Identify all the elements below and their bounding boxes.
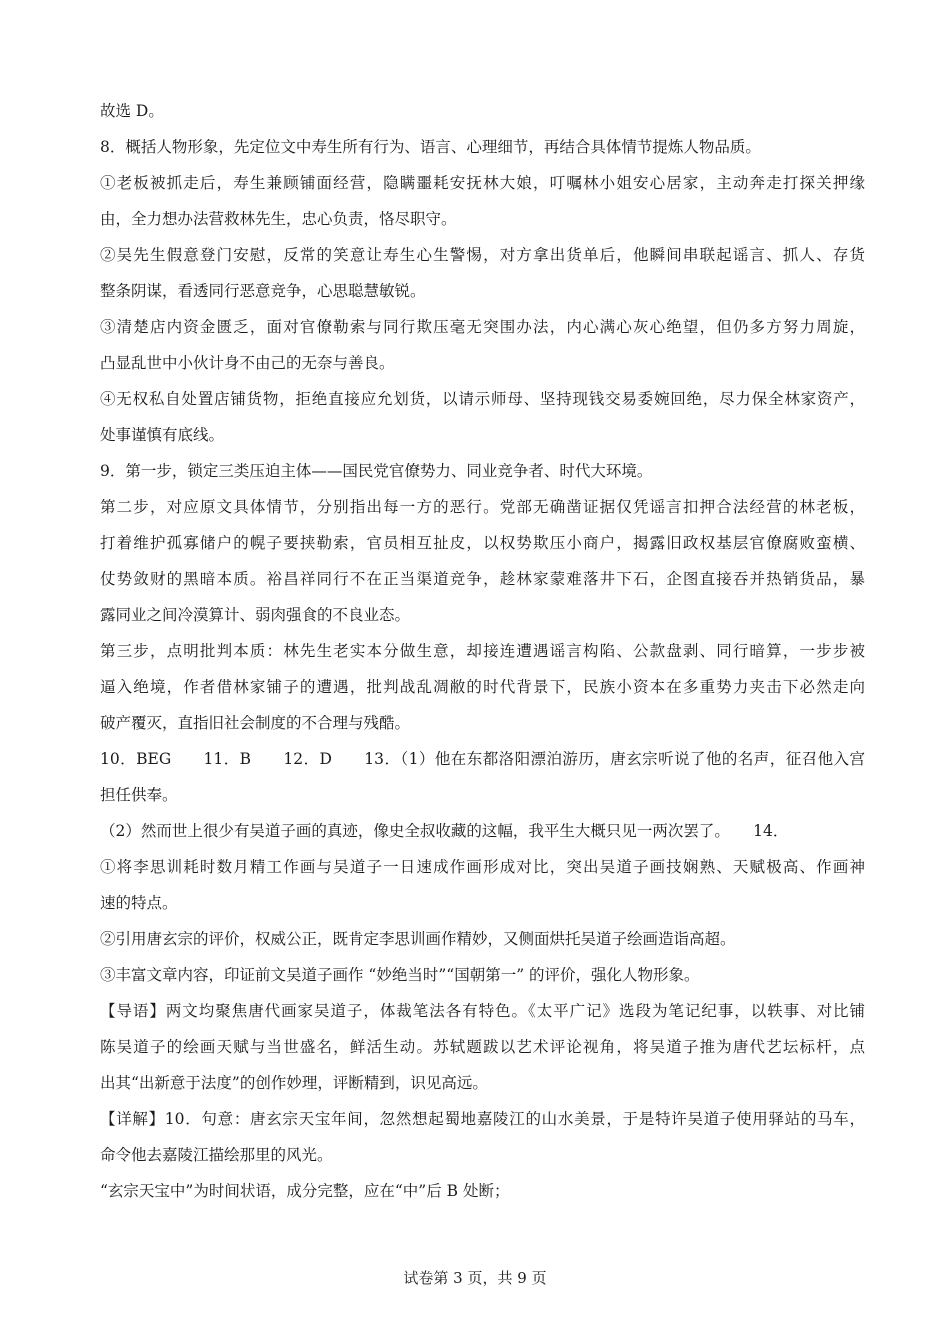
text-line: 凸显乱世中小伙计身不由己的无奈与善良。 — [100, 354, 395, 372]
text-line: 9．第一步，锁定三类压迫主体——国民党官僚势力、同业竞争者、时代大环境。 — [100, 462, 653, 480]
text-line: ③丰富文章内容，印证前文吴道子画作 “妙绝当时”“国朝第一” 的评价，强化人物形象。 — [100, 966, 700, 984]
text-line: ②吴先生假意登门安慰，反常的笑意让寿生心生警惕，对方拿出货单后，他瞬间串联起谣言、抓人、存货 — [100, 246, 865, 264]
text-line: “玄宗天宝中”为时间状语，成分完整，应在“中”后 B 处断； — [100, 1182, 510, 1200]
text-line: 故选 D。 — [100, 102, 164, 120]
text-line: 整条阴谋，看透同行恶意竞争，心思聪慧敏锐。 — [100, 282, 426, 300]
text-line: 担任供奉。 — [100, 786, 178, 804]
page-footer: 试卷第 3 页，共 9 页 — [403, 1269, 547, 1287]
text-line: 破产覆灭，直指旧社会制度的不合理与残酷。 — [100, 714, 411, 732]
text-line: 仗势敛财的黑暗本质。裕昌祥同行不在正当渠道竞争，趁林家蒙难落井下石，企图直接吞并热销货品，暴 — [100, 570, 865, 588]
text-line: ①老板被抓走后，寿生兼顾铺面经营，隐瞒噩耗安抚林大娘，叮嘱林小姐安心居家，主动奔走打探关押缘 — [100, 174, 865, 192]
text-line: 【导语】两文均聚焦唐代画家吴道子，体裁笔法各有特色。《太平广记》选段为笔记纪事，以轶事、对比铺 — [100, 1002, 865, 1020]
text-line: （2）然而世上很少有吴道子画的真迹，像史全叔收藏的这幅，我平生大概只见一两次罢了。 14． — [100, 822, 789, 840]
text-line: 10．BEG 11．B 12．D 13．（1）他在东都洛阳漂泊游历，唐玄宗听说了他的名声，征召他入宫 — [100, 750, 865, 768]
text-line: ④无权私自处置店铺货物，拒绝直接应允划货，以请示师母、坚持现钱交易委婉回绝，尽力保全林家资产， — [100, 390, 865, 408]
text-line: 打着维护孤寡储户的幌子要挟勒索，官员相互扯皮，以权势欺压小商户，揭露旧政权基层官僚腐败蛮横、 — [100, 534, 865, 552]
text-line: 第三步，点明批判本质：林先生老实本分做生意，却接连遭遇谣言构陷、公款盘剥、同行暗算，一步步被 — [100, 642, 865, 660]
text-line: 速的特点。 — [100, 894, 178, 912]
text-line: 第二步，对应原文具体情节，分别指出每一方的恶行。党部无确凿证据仅凭谣言扣押合法经营的林老板， — [100, 498, 865, 516]
text-line: 处事谨慎有底线。 — [100, 426, 225, 444]
text-line: 【详解】10．句意：唐玄宗天宝年间，忽然想起蜀地嘉陵江的山水美景，于是特许吴道子使用驿站的马车， — [100, 1110, 865, 1128]
text-line: 由，全力想办法营救林先生，忠心负责，恪尽职守。 — [100, 210, 457, 228]
text-line: ②引用唐玄宗的评价，权威公正，既肯定李思训画作精妙，又侧面烘托吴道子绘画造诣高超。 — [100, 930, 736, 948]
text-line: 命令他去嘉陵江描绘那里的风光。 — [100, 1146, 333, 1164]
text-line: 露同业之间冷漠算计、弱肉强食的不良业态。 — [100, 606, 411, 624]
text-line: 陈吴道子的绘画天赋与当世盛名，鲜活生动。苏轼题跋以艺术评论视角，将吴道子推为唐代艺坛标杆，点 — [100, 1038, 865, 1056]
text-line: ③清楚店内资金匮乏，面对官僚勒索与同行欺压毫无突围办法，内心满心灰心绝望，但仍多方努力周旋， — [100, 318, 865, 336]
text-line: 逼入绝境，作者借林家铺子的遭遇，批判战乱凋敝的时代背景下，民族小资本在多重势力夹击下必然走向 — [100, 678, 865, 696]
text-line: 8．概括人物形象，先定位文中寿生所有行为、语言、心理细节，再结合具体情节提炼人物品质。 — [100, 138, 761, 156]
text-line: 出其“出新意于法度”的创作妙理，评断精到，识见高远。 — [100, 1074, 488, 1092]
text-line: ①将李思训耗时数月精工作画与吴道子一日速成作画形成对比，突出吴道子画技娴熟、天赋极高、作画神 — [100, 858, 865, 876]
